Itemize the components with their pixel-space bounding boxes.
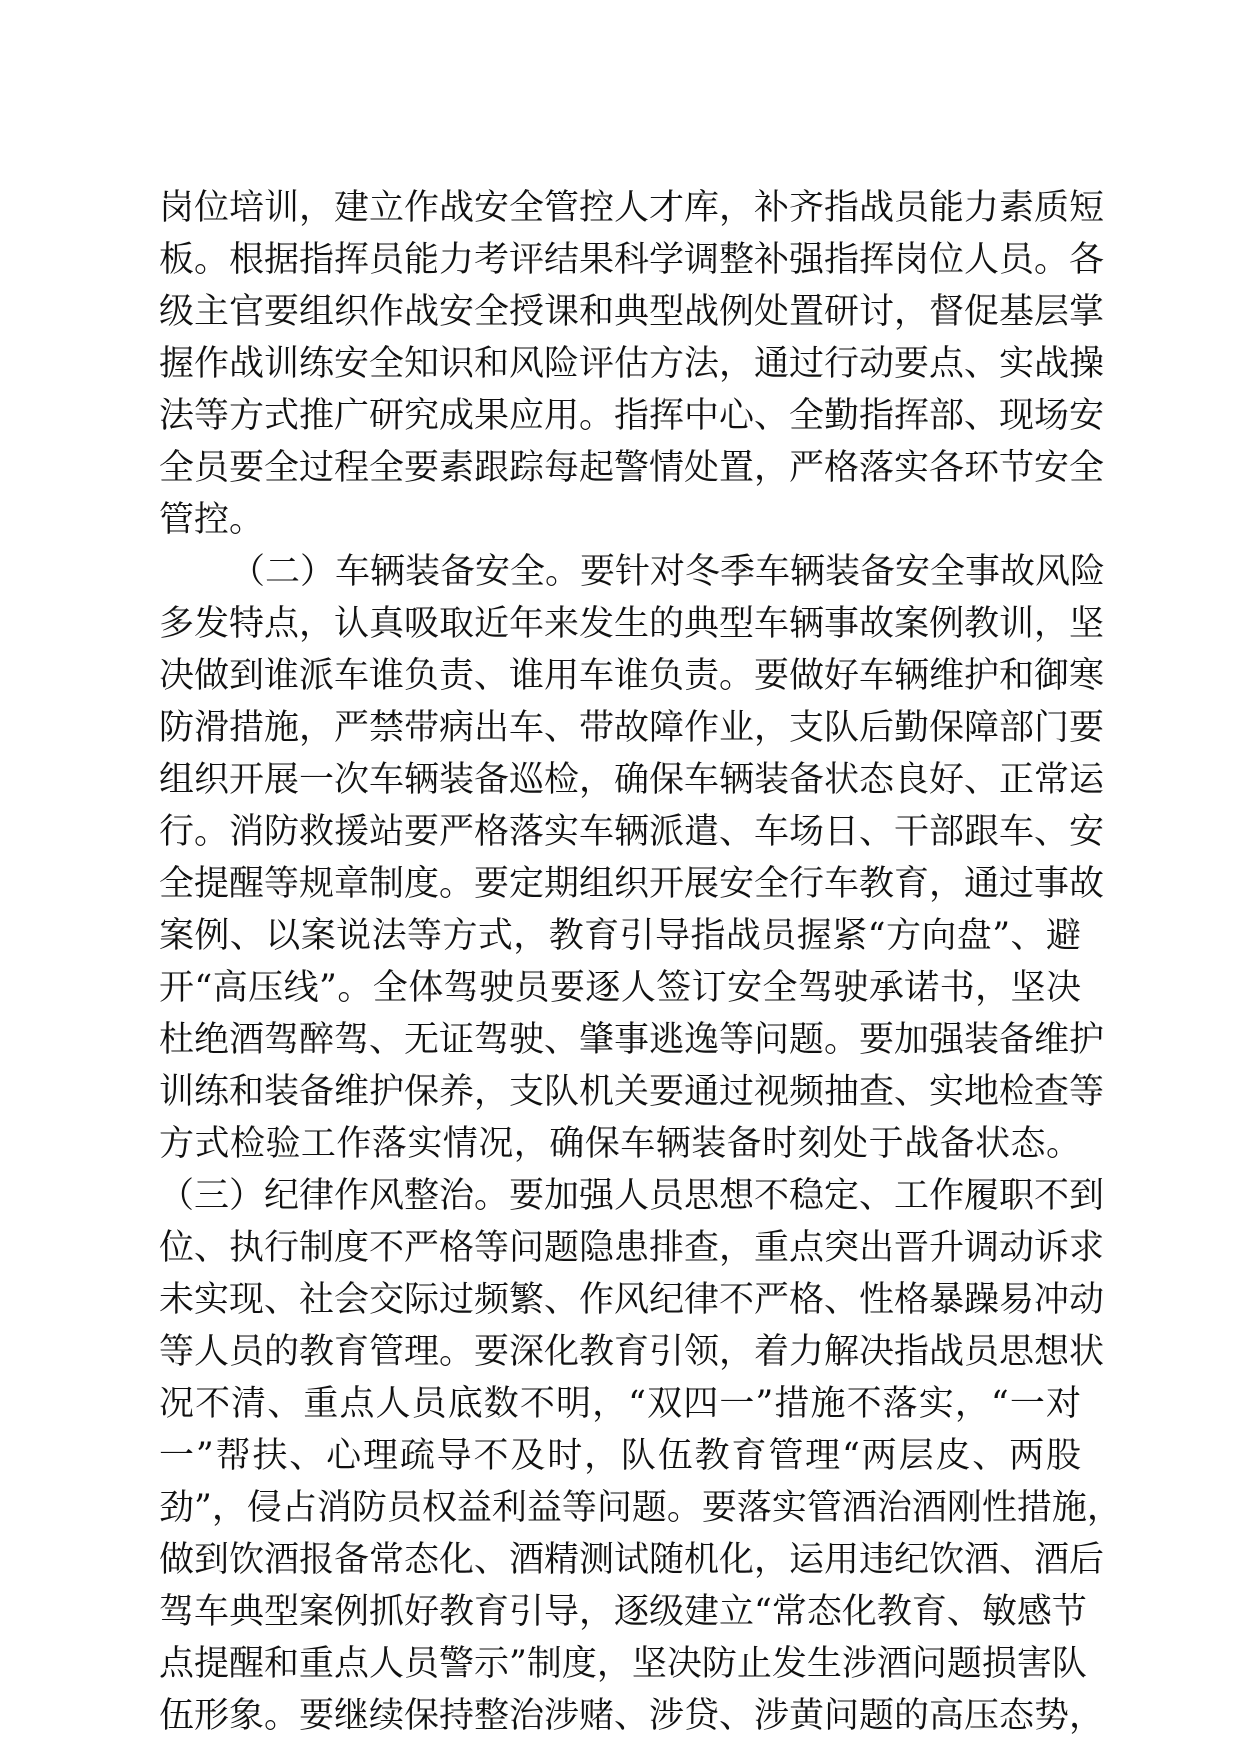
text-line: 点提醒和重点人员警示”制度，坚决防止发生涉酒问题损害队: [159, 1644, 1087, 1684]
text-line: 管控。: [159, 500, 265, 540]
text-line: 杜绝酒驾醉驾、无证驾驶、肇事逃逸等问题。要加强装备维护: [159, 1020, 1105, 1060]
text-line: 岗位培训，建立作战安全管控人才库，补齐指战员能力素质短: [159, 188, 1105, 228]
text-line: 法等方式推广研究成果应用。指挥中心、全勤指挥部、现场安: [159, 396, 1105, 436]
text-line: 多发特点，认真吸取近年来发生的典型车辆事故案例教训，坚: [159, 604, 1105, 644]
text-line: 劲”，侵占消防员权益利益等问题。要落实管酒治酒刚性措施，: [159, 1488, 1122, 1528]
text-line: 全提醒等规章制度。要定期组织开展安全行车教育，通过事故: [159, 864, 1105, 904]
text-line: 开“高压线”。全体驾驶员要逐人签订安全驾驶承诺书，坚决: [159, 968, 1081, 1008]
section-heading-line: （二）车辆装备安全。要针对冬季车辆装备安全事故风险: [230, 552, 1106, 592]
text-line: 板。根据指挥员能力考评结果科学调整补强指挥岗位人员。各: [159, 240, 1105, 280]
text-line: 位、执行制度不严格等问题隐患排查，重点突出晋升调动诉求: [159, 1228, 1105, 1268]
text-line: 驾车典型案例抓好教育引导，逐级建立“常态化教育、敏感节: [159, 1592, 1087, 1632]
text-line: 行。消防救援站要严格落实车辆派遣、车场日、干部跟车、安: [159, 812, 1105, 852]
text-line: 方式检验工作落实情况，确保车辆装备时刻处于战备状态。: [159, 1124, 1081, 1164]
text-line: 一”帮扶、心理疏导不及时，队伍教育管理“两层皮、两股: [159, 1436, 1081, 1476]
text-line: 伍形象。要继续保持整治涉赌、涉贷、涉黄问题的高压态势，: [159, 1696, 1105, 1736]
text-line: 况不清、重点人员底数不明，“双四一”措施不落实，“一对: [159, 1384, 1081, 1424]
text-line: 未实现、社会交际过频繁、作风纪律不严格、性格暴躁易冲动: [159, 1280, 1105, 1320]
text-line: 全员要全过程全要素跟踪每起警情处置，严格落实各环节安全: [159, 448, 1105, 488]
text-line: 握作战训练安全知识和风险评估方法，通过行动要点、实战操: [159, 344, 1105, 384]
text-line: 案例、以案说法等方式，教育引导指战员握紧“方向盘”、避: [159, 916, 1081, 956]
text-line: 等人员的教育管理。要深化教育引领，着力解决指战员思想状: [159, 1332, 1105, 1372]
text-line: 训练和装备维护保养，支队机关要通过视频抽查、实地检查等: [159, 1072, 1105, 1112]
text-line: 级主官要组织作战安全授课和典型战例处置研讨，督促基层掌: [159, 292, 1105, 332]
text-line: 决做到谁派车谁负责、谁用车谁负责。要做好车辆维护和御寒: [159, 656, 1105, 696]
text-line: 组织开展一次车辆装备巡检，确保车辆装备状态良好、正常运: [159, 760, 1105, 800]
text-line: 防滑措施，严禁带病出车、带故障作业，支队后勤保障部门要: [159, 708, 1105, 748]
section-heading-line: （三）纪律作风整治。要加强人员思想不稳定、工作履职不到: [159, 1176, 1105, 1216]
text-line: 做到饮酒报备常态化、酒精测试随机化，运用违纪饮酒、酒后: [159, 1540, 1105, 1580]
